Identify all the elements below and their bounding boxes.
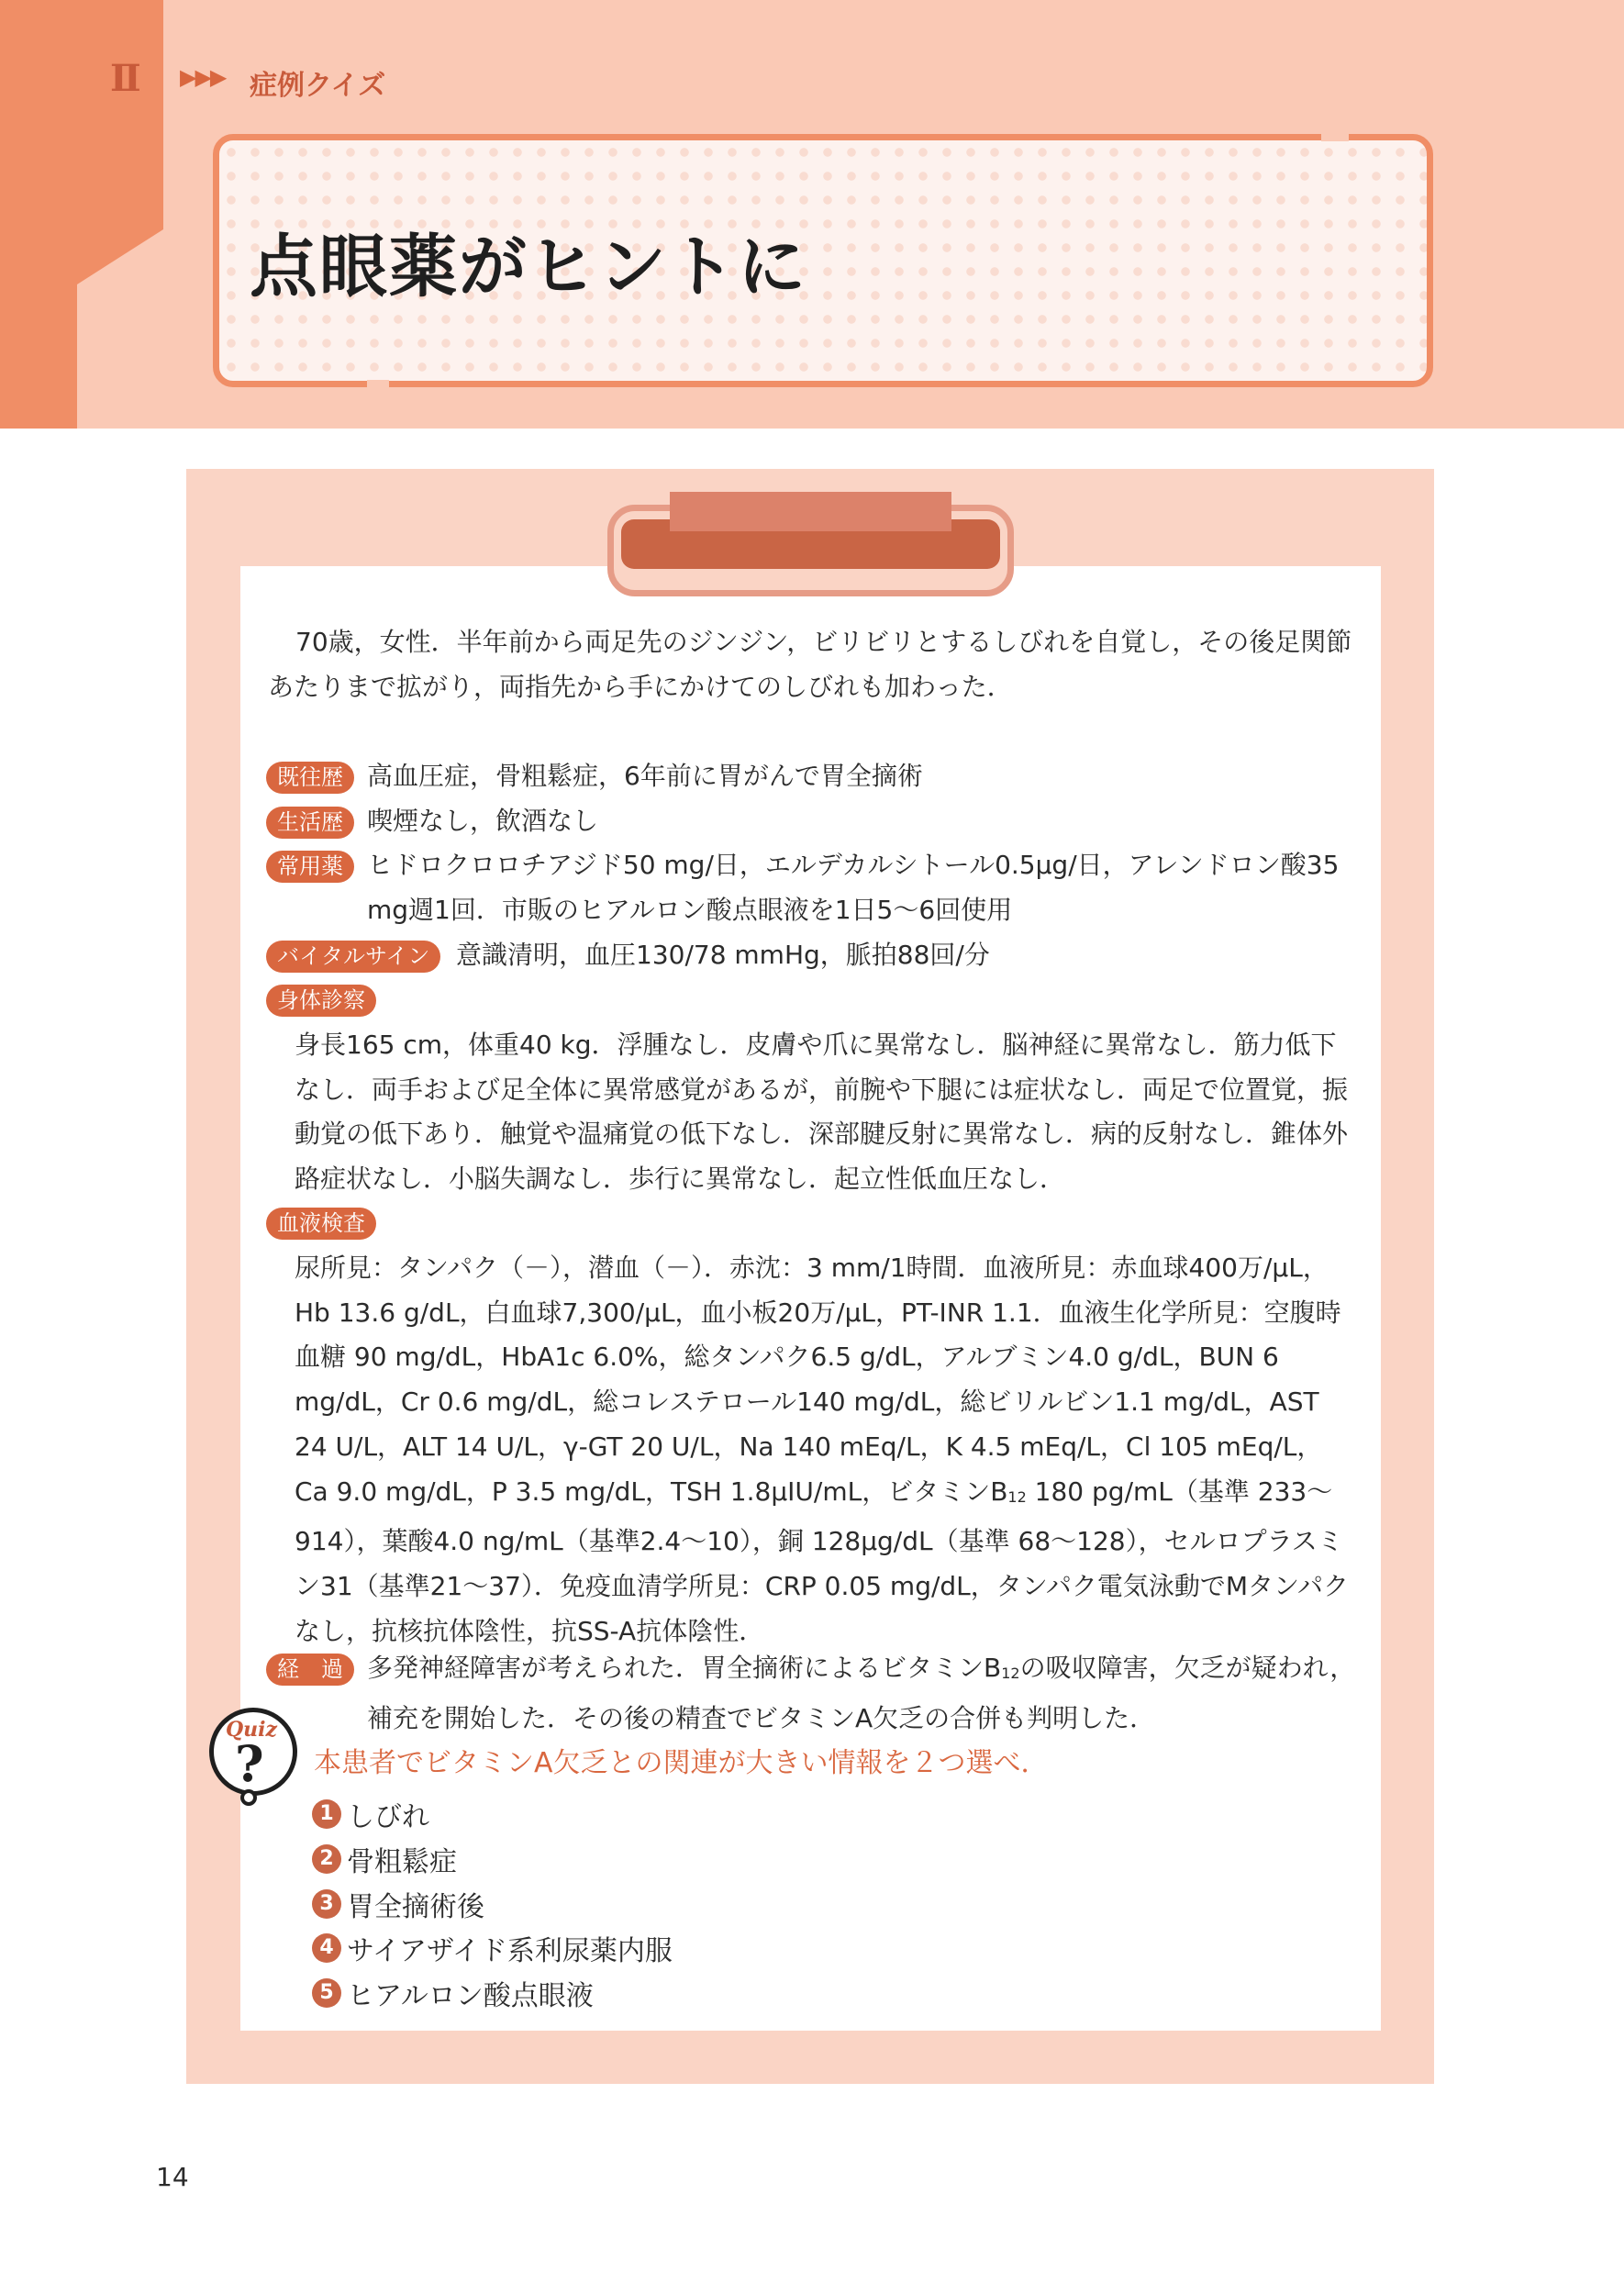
quiz-question: 本患者でビタミンA欠乏との関連が大きい情報を２つ選べ． bbox=[314, 1747, 1049, 1779]
option-label: サイアザイド系利尿薬内服 bbox=[347, 1935, 673, 1968]
tag-medications: 常用薬 bbox=[266, 851, 354, 883]
option-label: 骨粗鬆症 bbox=[347, 1846, 457, 1879]
quiz-option[interactable] bbox=[312, 1837, 673, 1882]
tag-physical-exam: 身体診察 bbox=[266, 985, 376, 1017]
social-history-text: 喫煙なし，飲酒なし bbox=[367, 806, 599, 836]
quiz-option[interactable] bbox=[312, 1792, 673, 1837]
tag-past-history: 既往歴 bbox=[266, 762, 354, 794]
quiz-option[interactable] bbox=[312, 1926, 673, 1971]
blood-tests-text bbox=[295, 1246, 1354, 1654]
option-number-badge: 5 bbox=[312, 1978, 341, 2008]
option-number-badge: 4 bbox=[312, 1933, 341, 1963]
physical-exam-text: 身長165 cm，体重40 kg．浮腫なし．皮膚や爪に異常なし．脳神経に異常なし．筋力低下なし．両手および足全体に異常感覚があるが，前腕や下腿には症状なし．両足で位置覚，振動覚の低下あり．触覚や温痛覚の低下なし．深部腱反射に異常なし．病的反射なし．錐体外路症状なし．小脳失調なし．歩行に異常なし．起立性低血圧なし． bbox=[295, 1030, 1349, 1195]
clinical-course-text bbox=[367, 1646, 1358, 1741]
page-title: 点眼薬がヒントに bbox=[250, 228, 807, 306]
quiz-option[interactable] bbox=[312, 1881, 673, 1926]
case-intro: 70歳，女性．半年前から両足先のジンジン，ビリビリとするしびれを自覚し，その後足関節あたりまで拡がり，両指先から手にかけてのしびれも加わった． bbox=[268, 627, 1352, 702]
clipboard-clip-top bbox=[670, 492, 951, 531]
option-label: 胃全摘術後 bbox=[347, 1890, 484, 1923]
quiz-question-mark-icon: ? bbox=[235, 1734, 264, 1793]
past-history-text: 高血圧症，骨粗鬆症，6年前に胃がんで胃全摘術 bbox=[367, 761, 923, 791]
option-number-badge: 3 bbox=[312, 1889, 341, 1919]
blood-tests-text-main: 尿所見：タンパク（－），潜血（－）．赤沈：3 mm/1時間．血液所見：赤血球400万/μL，Hb 13.6 g/dL，白血球7,300/μL，血小板20万/μL，PT-INR 1.1．血液生化学所見：空腹時血糖 90 mg/dL，HbA1c 6.0%，総タンパク6.5 g/dL，アルブミン4.0 g/dL，BUN 6 mg/dL，Cr 0.6 mg/dL，総コレステロール140 mg/dL，総ビリルビン1.1 mg/dL，AST 24 U/L，ALT 14 U/L，γ-GT 20 U/L，Na 140 mEq/L，K 4.5 mEq/L，Cl 105 mEq/L，Ca 9.0 mg/dL，P 3.5 mg/dL，TSH 1.8μIU/mL，ビタミンB bbox=[295, 1253, 1341, 1507]
quiz-badge-word: Quiz bbox=[226, 1718, 278, 1742]
option-number-badge: 2 bbox=[312, 1844, 341, 1874]
tag-social-history: 生活歴 bbox=[266, 807, 354, 839]
course-vitamin-b12-subscript: 12 bbox=[1001, 1665, 1020, 1682]
option-label: しびれ bbox=[347, 1801, 429, 1834]
vital-signs-text: 意識清明，血圧130/78 mmHg，脈拍88回/分 bbox=[456, 940, 990, 970]
option-number-badge: 1 bbox=[312, 1799, 341, 1829]
vitamin-b12-subscript: 12 bbox=[1007, 1487, 1027, 1506]
header-side-notch-corner bbox=[77, 229, 163, 284]
tag-blood-tests: 血液検査 bbox=[266, 1208, 376, 1240]
quiz-options bbox=[312, 1792, 673, 2015]
clinical-course-text-rest: の吸収障害，欠乏が疑われ，補充を開始した．その後の精査でビタミンA欠乏の合併も判明した． bbox=[367, 1653, 1356, 1733]
chapter-arrows-icon: ▶▶▶ bbox=[180, 64, 226, 90]
medications-text: ヒドロクロロチアジド50 mg/日，エルデカルシトール0.5μg/日，アレンドロン酸35 mg週1回．市販のヒアルロン酸点眼液を1日5～6回使用 bbox=[367, 850, 1340, 925]
clinical-course-text-main: 多発神経障害が考えられた．胃全摘術によるビタミンB bbox=[367, 1653, 1002, 1683]
quiz-option[interactable] bbox=[312, 1971, 673, 2016]
chapter-number: Ⅱ bbox=[110, 57, 141, 100]
blood-tests-text-rest: 180 pg/mL（基準 233～914），葉酸4.0 ng/mL（基準2.4～10），銅 128μg/dL（基準 68～128），セルロプラスミン31（基準21～37）．免疫血清学所見：CRP 0.05 mg/dL，タンパク電気泳動でMタンパクなし，抗核抗体陰性，抗SS-A抗体陰性． bbox=[295, 1476, 1350, 1646]
option-label: ヒアルロン酸点眼液 bbox=[347, 1980, 594, 2013]
tag-clinical-course: 経 過 bbox=[266, 1654, 354, 1686]
title-box-gap-top bbox=[1321, 128, 1349, 141]
page-number: 14 bbox=[156, 2162, 189, 2192]
title-box-gap-bottom bbox=[367, 380, 389, 393]
tag-vital-signs: バイタルサイン bbox=[266, 941, 440, 973]
chapter-label: 症例クイズ bbox=[250, 70, 386, 102]
